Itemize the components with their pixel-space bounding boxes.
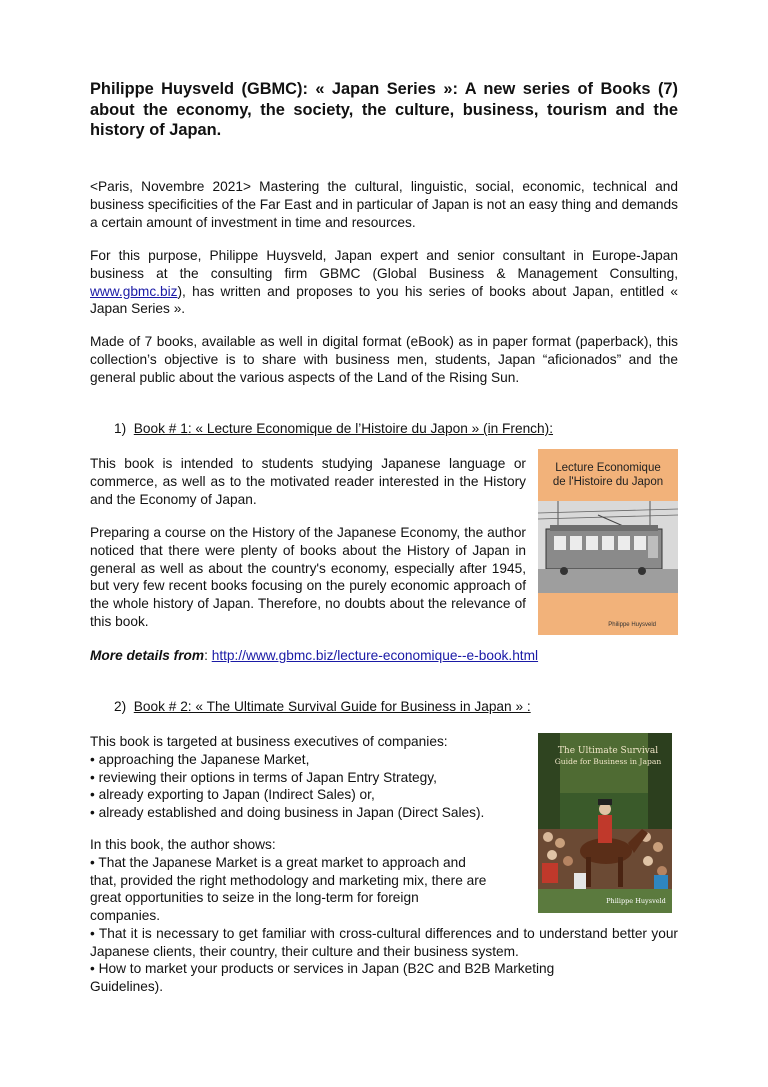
book1-details-link[interactable]: http://www.gbmc.biz/lecture-economique--e-book.html xyxy=(211,648,539,663)
list-item: Guidelines). xyxy=(90,978,164,994)
book2-target-line: This book is targeted at business executives of companies: xyxy=(90,734,448,749)
book2-heading xyxy=(114,698,531,716)
book2-cover-author: Philippe Huysveld xyxy=(606,897,666,905)
list-item: • already exporting to Japan (Indirect Sales) or, xyxy=(90,787,375,803)
book2-number: 2) xyxy=(114,699,127,714)
list-item: • approaching the Japanese Market, xyxy=(90,751,310,767)
book1-label: Book # 1 xyxy=(133,421,188,436)
book1-cover-title-1: Lecture Economique xyxy=(555,462,661,474)
more-details-label: More details from xyxy=(90,648,205,663)
intro-paragraph-1: <Paris, Novembre 2021> Mastering the cultural, linguistic, social, economic, technical and business specificities of the Far East and in particular of Japan is not an easy thing and demands a certain amount of investment in time and resources. xyxy=(90,179,678,230)
list-item: that, provided the right methodology and marketing mix, there are xyxy=(90,872,487,888)
book2-title: Book # 2: « The Ultimate Survival Guide for Business in Japan » : xyxy=(133,699,531,714)
intro-p2-text-after: ), has written and proposes to you his series of books about Japan, entitled « Japan Series ». xyxy=(90,283,678,317)
list-item: great opportunities to seize in the long-term for foreign xyxy=(90,890,419,906)
list-item: • reviewing their options in terms of Japan Entry Strategy, xyxy=(90,769,437,785)
list-item: • How to market your products or services in Japan (B2C and B2B Marketing xyxy=(90,961,555,976)
book1-cover-title-2: de l'Histoire du Japon xyxy=(552,476,664,488)
book1-title: : « Lecture Economique de l’Histoire du Japon » (in French): xyxy=(187,421,554,436)
more-details-separator: : xyxy=(204,648,212,663)
book1-paragraph-2: Preparing a course on the History of the Japanese Economy, the author noticed that there were plenty of books about the History of Japan in general as well as about the country's economy, especially after 1945, but very few recent books focusing on the purely economic approach of the whole history of Japan. Therefore, no doubts about the relevance of this book. xyxy=(90,525,526,629)
book1-number: 1) xyxy=(114,421,127,436)
list-item: • That the Japanese Market is a great market to approach and xyxy=(90,854,466,870)
book1-cover-image xyxy=(538,449,678,635)
book2-cover-title-1: The Ultimate Survival xyxy=(557,746,659,756)
page-title: Philippe Huysveld (GBMC): « Japan Series »: A new series of Books (7) about the economy, the society, the culture, business, tourism and the history of Japan. xyxy=(90,80,678,139)
book2-shows-block xyxy=(90,836,486,925)
intro-paragraph-2 xyxy=(90,247,678,318)
book2-cover-image xyxy=(538,733,672,913)
book1-cover-author: Philippe Huysveld xyxy=(608,622,656,628)
book1-paragraph-1: This book is intended to students studying Japanese language or commerce, as well as to the motivated reader interested in the History and the Economy of Japan. xyxy=(90,456,526,507)
book2-cover-title-2: Guide for Business in Japan xyxy=(554,757,662,766)
intro-p2-text-before: For this purpose, Philippe Huysveld, Japan expert and senior consultant in Europe-Japan business at the consulting firm GBMC (Global Business & Management Consulting, xyxy=(90,248,678,281)
gbmc-website-link[interactable]: www.gbmc.biz xyxy=(90,283,178,299)
book1-more-details xyxy=(90,647,538,665)
book2-point-3 xyxy=(90,960,554,996)
book2-shows-line: In this book, the author shows: xyxy=(90,837,276,852)
list-item: • already established and doing business in Japan (Direct Sales). xyxy=(90,805,485,821)
book1-heading xyxy=(114,420,553,438)
intro-paragraph-3: Made of 7 books, available as well in digital format (eBook) as in paper format (paperback), this collection’s objective is to share with business men, students, Japan “aficionados” and the general public about the various aspects of the Land of the Rising Sun. xyxy=(90,334,678,385)
list-item: companies. xyxy=(90,908,160,924)
book2-intro xyxy=(90,733,484,822)
book2-point-2: • That it is necessary to get familiar with cross-cultural differences and to understand better your Japanese clients, their country, their culture and their business system. xyxy=(90,926,678,959)
